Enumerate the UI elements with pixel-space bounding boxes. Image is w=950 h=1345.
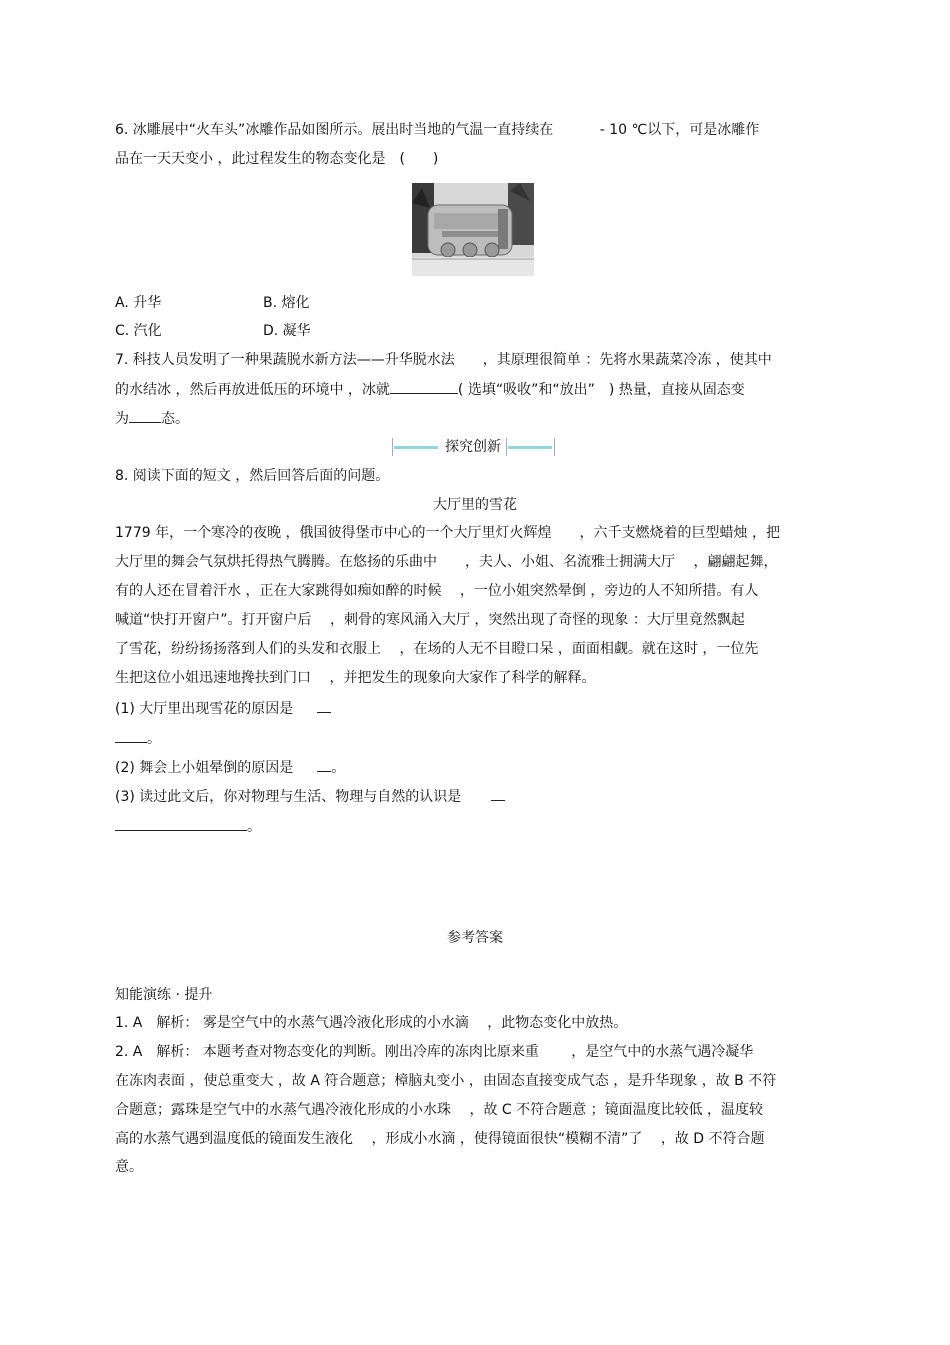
q8-paragraph-line-1: 1779 年，一个寒冷的夜晚 ，俄国彼得堡市中心的一个大厅里灯火辉煌 ，六千支燃烧着的巨型蜡烛 ，把 xyxy=(115,525,780,541)
q8-article-title: 大厅里的雪花 xyxy=(433,497,517,513)
answers-subheading: 知能演练 · 提升 xyxy=(115,987,213,1003)
q6-option-a: A. 升华 xyxy=(115,295,162,311)
q6-option-d: D. 凝华 xyxy=(263,323,311,339)
answer-2-line-2: 在冻肉表面 ，使总重变大 ，故 A 符合题意；樟脑丸变小 ，由固态直接变成气态 ，是升华现象 ，故 B 不符 xyxy=(115,1073,777,1089)
q8-subquestion-3-cont xyxy=(115,816,261,836)
q8-s1-blank-a xyxy=(317,698,331,713)
section-tag-bar-left xyxy=(394,446,438,449)
q7-line-2-part-b: ( 选填“吸收”和“放出” ) 热量，直接从固态变 xyxy=(457,382,745,398)
q6-line-2: 品在一天天变小 ，此过程发生的物态变化是 ( ) xyxy=(115,151,439,167)
q8-subquestion-2 xyxy=(115,757,345,777)
section-tag-border-left xyxy=(392,438,393,456)
q7-line-3-part-a: 为 xyxy=(115,411,129,427)
q7-line-3-part-b: 态。 xyxy=(161,411,189,427)
q8-paragraph-line-3: 有的人还在冒着汗水 ，正在大家跳得如痴如醉的时候 ，一位小姐突然晕倒 ，旁边的人不知所措。有人 xyxy=(115,583,759,599)
ice-sculpture-photo xyxy=(412,183,534,276)
q8-subquestion-1-cont xyxy=(115,728,161,748)
q7-line-2-part-a: 的水结冰 ，然后再放进低压的环境中 ，冰就 xyxy=(115,382,390,398)
q7-line-2 xyxy=(115,379,745,399)
answer-2-line-4: 高的水蒸气遇到温度低的镜面发生液化 ，形成小水滴 ，使得镜面很快“模糊不清”了 ，故 D 不符合题 xyxy=(115,1131,765,1147)
answers-heading: 参考答案 xyxy=(447,930,503,946)
q7-line-1: 7. 科技人员发明了一种果蔬脱水新方法——升华脱水法 ，其原理很简单 ：先将水果蔬菜冷冻 ，使其中 xyxy=(115,352,772,368)
q8-intro: 8. 阅读下面的短文 ，然后回答后面的问题。 xyxy=(115,468,390,484)
section-tag xyxy=(390,436,556,458)
q8-subquestion-1 xyxy=(115,698,331,718)
q7-blank-2 xyxy=(129,408,161,423)
answer-2-line-3: 合题意；露珠是空气中的水蒸气遇冷液化形成的小水珠 ，故 C 不符合题意 ；镜面温度比较低 ，温度较 xyxy=(115,1102,764,1118)
q7-line-3 xyxy=(115,408,189,428)
q8-s1-end: 。 xyxy=(147,731,161,747)
q8-paragraph-line-2: 大厅里的舞会气氛烘托得热气腾腾。在悠扬的乐曲中 ，夫人、小姐、名流雅士拥满大厅 ，翩翩起舞， xyxy=(115,554,778,570)
q8-s3-end: 。 xyxy=(247,819,261,835)
q6-option-b: B. 熔化 xyxy=(263,295,310,311)
q8-paragraph-line-4: 喊道“快打开窗户”。打开窗户后 ，刺骨的寒风涌入大厅 ，突然出现了奇怪的现象 ：大厅里竟然飘起 xyxy=(115,612,745,628)
q8-subquestion-1-text: (1) 大厅里出现雪花的原因是 xyxy=(115,701,294,717)
q6-line-1: 6. 冰雕展中“火车头”冰雕作品如图所示。展出时当地的气温一直持续在 - 10 ℃以下，可是冰雕作 xyxy=(115,122,760,138)
q8-s2-end: 。 xyxy=(331,760,346,776)
q8-s3-blank-b xyxy=(115,816,247,831)
q8-subquestion-3 xyxy=(115,786,505,806)
answer-1: 1. A 解析： 雾是空气中的水蒸气遇冷液化形成的小水滴 ，此物态变化中放热。 xyxy=(115,1015,628,1031)
q6-option-c: C. 汽化 xyxy=(115,323,162,339)
q8-subquestion-3-text: (3) 读过此文后，你对物理与生活、物理与自然的认识是 xyxy=(115,789,462,805)
q8-paragraph-line-5: 了雪花，纷纷扬扬落到人们的头发和衣服上 ，在场的人无不目瞪口呆 ，面面相觑。就在这时 ，一位先 xyxy=(115,641,759,657)
q8-s1-blank-b xyxy=(115,728,147,743)
q8-subquestion-2-text: (2) 舞会上小姐晕倒的原因是 xyxy=(115,760,294,776)
section-tag-border-right xyxy=(554,438,555,456)
q8-paragraph-line-6: 生把这位小姐迅速地搀扶到门口 ，并把发生的现象向大家作了科学的解释。 xyxy=(115,670,596,686)
answer-2-line-1: 2. A 解析： 本题考查对物态变化的判断。刚出冷库的冻肉比原来重 ，是空气中的水蒸气遇冷凝华 xyxy=(115,1044,754,1060)
q8-s3-blank-a xyxy=(491,786,505,801)
section-tag-divider xyxy=(506,438,507,456)
q7-blank-1 xyxy=(390,379,458,394)
answer-2-line-5: 意。 xyxy=(115,1159,143,1175)
section-tag-label: 探究创新 xyxy=(445,439,501,455)
section-tag-bar-right xyxy=(508,446,552,449)
q8-s2-blank xyxy=(317,757,331,772)
